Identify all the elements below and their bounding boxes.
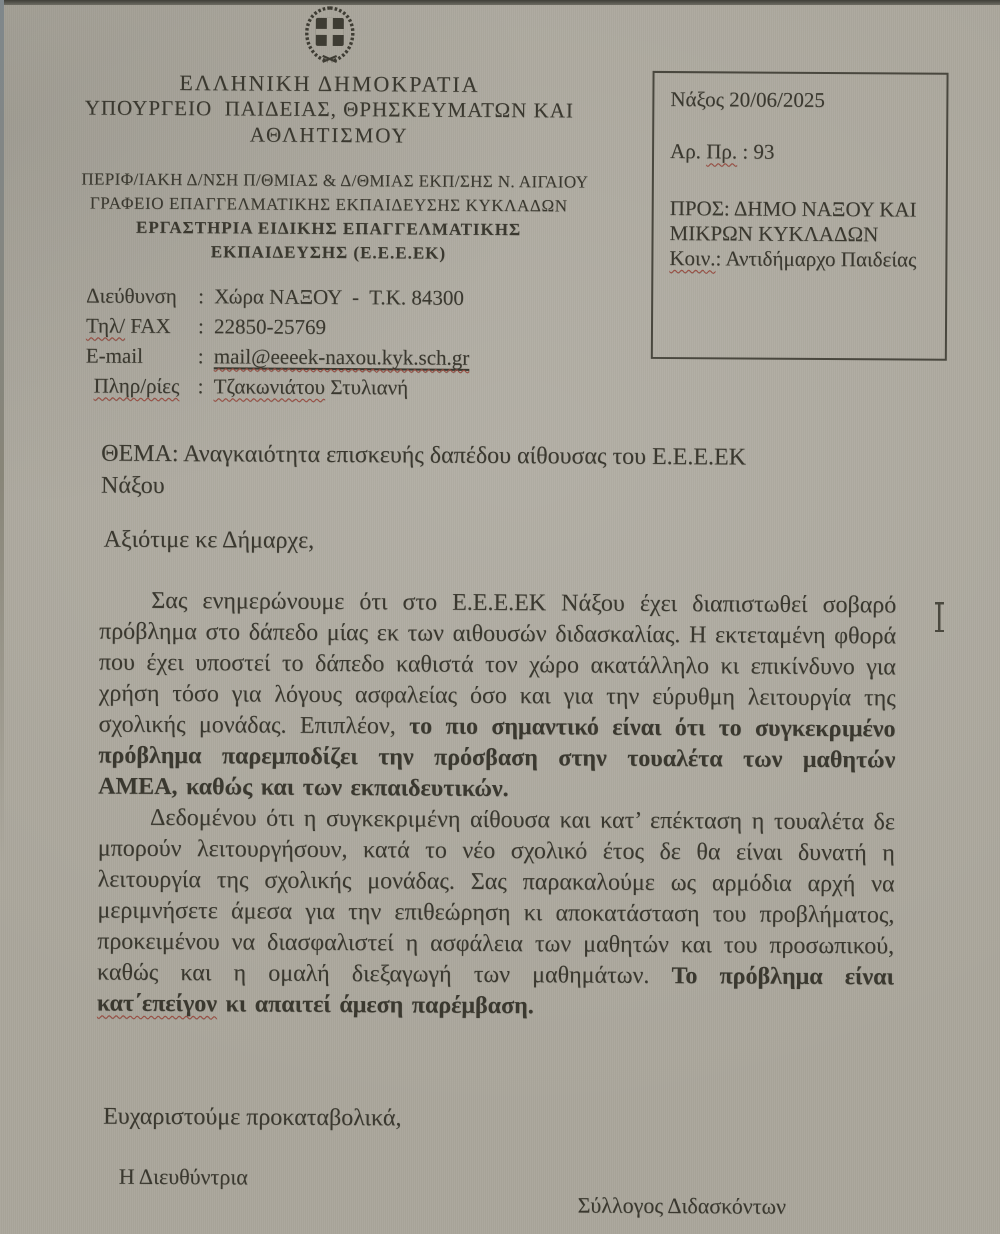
signature-teachers-association: Σύλλογος Διδασκόντων bbox=[577, 1192, 787, 1219]
phone-label-abbr: Τηλ/ bbox=[85, 313, 126, 338]
text-ibeam-cursor-icon bbox=[933, 602, 945, 632]
phone-colon: : bbox=[197, 314, 204, 339]
subject-line: ΘΕΜΑ: Αναγκαιότητα επισκευής δαπέδου αίθουσας του Ε.Ε.Ε.ΕΚ Νάξου bbox=[100, 440, 747, 499]
letterhead-school-line2: ΕΚΠΑΙΔΕΥΣΗΣ (Ε.Ε.Ε.ΕΚ) bbox=[210, 242, 447, 263]
phone-value: 22850-25769 bbox=[213, 314, 327, 339]
email-colon: : bbox=[197, 344, 204, 369]
info-officer-colon: : bbox=[197, 374, 204, 399]
contact-block bbox=[86, 280, 470, 402]
recipient-line: ΠΡΟΣ: ΔΗΜΟ ΝΑΞΟΥ ΚΑΙ ΜΙΚΡΩΝ ΚΥΚΛΑΔΩΝ bbox=[669, 196, 917, 247]
address-value: Χώρα ΝΑΞΟΥ - Τ.Κ. 84300 bbox=[214, 284, 464, 310]
paragraph: Σας ενημερώνουμε ότι στο Ε.Ε.Ε.ΕΚ Νάξου έχει διαπιστωθεί σοβαρό πρόβλημα στο δάπεδο μίας εκ των αιθουσών διδασκαλίας. Η εκτεταμένη φθορά που έχει υποστεί το δάπεδο καθιστά τον χώρο ακατάλληλο κι επικίνδυνο για χρήση τόσο για λόγους ασφαλείας όσο και για την εύρυθμη λειτουργία της σχολικής μονάδας. Επιπλέον, το πιο σημαντικό είναι ότι το συγκεκριμένο πρόβλημα παρεμποδίζει την πρόσβαση στην τουαλέτα των μαθητών ΑΜΕΑ, καθώς και των εκπαιδευτικών. bbox=[98, 587, 897, 803]
letterhead-ministry-line2: ΑΘΛΗΤΙΣΜΟΥ bbox=[249, 122, 409, 148]
protocol-abbr: Πρ. bbox=[706, 139, 738, 164]
letterhead-school-line1: ΕΡΓΑΣΤΗΡΙΑ ΕΙΔΙΚΗΣ ΕΠΑΓΓΕΛΜΑΤΙΚΗΣ bbox=[136, 217, 522, 240]
protocol-number-line: Αρ. Πρ. : 93 bbox=[670, 139, 775, 164]
info-officer-label: Πληρ/ρίες bbox=[93, 373, 180, 399]
letterhead-country: ΕΛΛΗΝΙΚΗ ΔΗΜΟΚΡΑΤΙΑ bbox=[179, 70, 480, 97]
phone-label bbox=[86, 310, 198, 341]
email-link[interactable] bbox=[214, 344, 470, 370]
place-and-date: Νάξος 20/06/2025 bbox=[670, 87, 825, 112]
address-label: Διεύθυνση bbox=[86, 283, 177, 309]
cc-line bbox=[669, 246, 931, 273]
closing-line: Ευχαριστούμε προκαταβολικά, bbox=[103, 1103, 402, 1132]
info-officer-surname: Τζακωνιάτου bbox=[213, 374, 326, 399]
greeting: Αξιότιμε κε Δήμαρχε, bbox=[103, 526, 315, 554]
letterhead-ministry-line1: ΥΠΟΥΡΓΕΙΟ ΠΑΙΔΕΙΑΣ, ΘΡΗΣΚΕΥΜΑΤΩΝ ΚΑΙ bbox=[84, 95, 574, 123]
phone-label-rest: FAX bbox=[124, 313, 171, 338]
greek-national-emblem-icon bbox=[298, 3, 362, 67]
signature-principal: Η Διευθύντρια bbox=[118, 1163, 248, 1190]
paragraph: Δεδομένου ότι η συγκεκριμένη αίθουσα και κατ’ επέκταση η τουαλέτα δε μπορούν λειτουργήσουν, κατά το νέο σχολικό έτος δε θα είναι δυνατή η λειτουργία της σχολικής μονάδας. Σας παρακαλούμε ως αρμόδια αρχή να μεριμνήσετε άμεσα για την επιθεώρηση κι αποκατάσταση του προβλήματος, προκειμένου να διασφαλιστεί η ασφάλεια των μαθητών και του προσωπικού, καθώς και η ομαλή διεξαγωγή των μαθημάτων. Το πρόβλημα είναι κατ΄επείγον κι απαιτεί άμεση παρέμβαση. bbox=[96, 804, 896, 1020]
address-colon: : bbox=[198, 284, 205, 309]
body-paragraphs bbox=[96, 586, 896, 1093]
letterhead bbox=[20, 0, 640, 263]
cc-value: : Αντιδήμαρχο Παιδείας bbox=[715, 246, 917, 272]
protocol-number: : 93 bbox=[737, 139, 775, 164]
info-officer-firstname: Στυλιανή bbox=[325, 374, 409, 400]
protocol-recipient-box bbox=[651, 71, 949, 361]
email-value: mail@eeeek-naxou.kyk.sch.gr bbox=[213, 344, 470, 370]
email-label: E-mail bbox=[85, 343, 144, 368]
letterhead-office: ΓΡΑΦΕΙΟ ΕΠΑΓΓΕΛΜΑΤΙΚΗΣ ΕΚΠΑΙΔΕΥΣΗΣ ΚΥΚΛΑΔΩΝ bbox=[89, 193, 568, 216]
cc-abbr: Κοιν. bbox=[669, 246, 716, 271]
info-officer-value bbox=[214, 371, 470, 403]
letterhead-directorate: ΠΕΡΙΦ/ΙΑΚΗ Δ/ΝΣΗ Π/ΘΜΙΑΣ & Δ/ΘΜΙΑΣ ΕΚΠ/ΣΗΣ Ν. ΑΙΓΑΙΟΥ bbox=[81, 169, 589, 192]
